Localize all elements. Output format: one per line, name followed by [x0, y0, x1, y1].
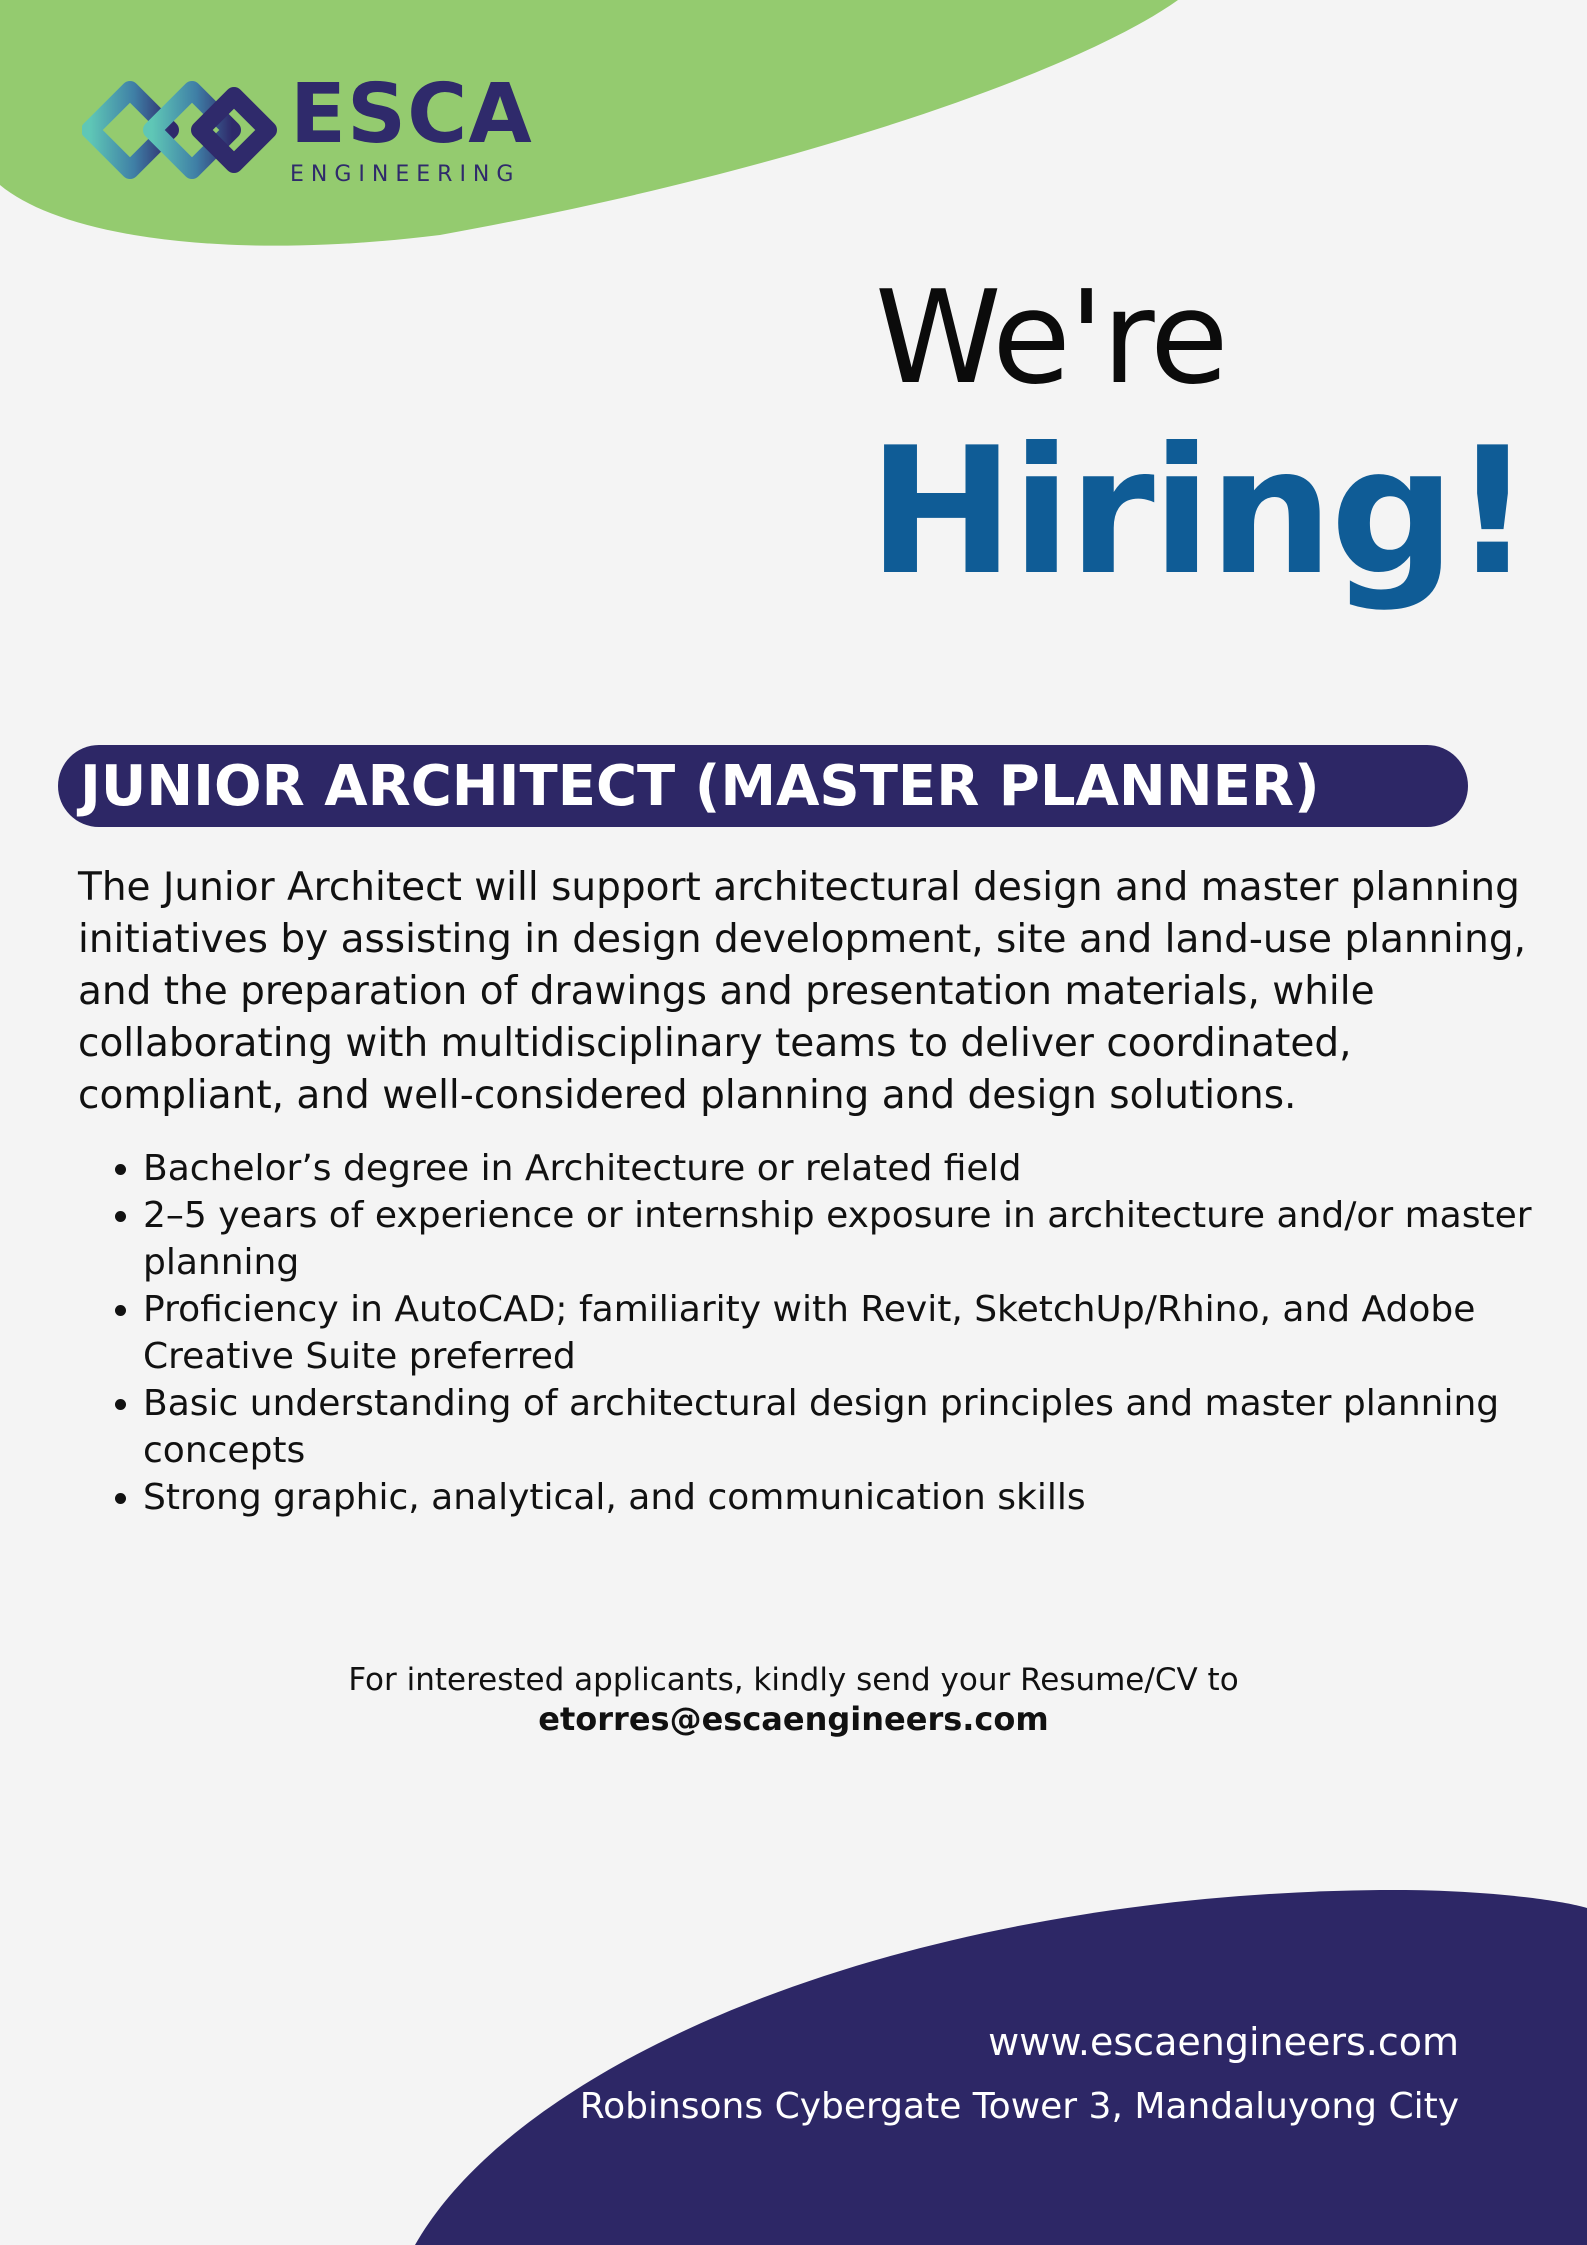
requirements-list [105, 1145, 1563, 1521]
requirement-item: • Proficiency in AutoCAD; familiarity with Revit, SketchUp/Rhino, and Adobe Creative Suite preferred [143, 1286, 1563, 1380]
navy-footer-shape [0, 1890, 1587, 2245]
esca-logo-icon [82, 72, 282, 187]
requirement-item: • 2–5 years of experience or internship exposure in architecture and/or master planning [143, 1192, 1563, 1286]
requirement-item: • Strong graphic, analytical, and communication skills [143, 1474, 1563, 1521]
company-website[interactable]: www.escaengineers.com [988, 2020, 1459, 2064]
requirement-item: • Bachelor’s degree in Architecture or related field [143, 1145, 1563, 1192]
apply-instructions: For interested applicants, kindly send your Resume/CV to [348, 1662, 1239, 1698]
headline-were: We're [875, 264, 1227, 413]
contact-email[interactable]: etorres@escaengineers.com [538, 1700, 1049, 1738]
job-description: The Junior Architect will support architectural design and master planning initiatives by assisting in design development, site and land-use planning, and the preparation of drawings and presentation materials, while collaborating with multidisciplinary teams to deliver coordinated, compliant, and well-considered planning and design solutions. [78, 865, 1526, 1118]
company-logo [82, 66, 533, 187]
logo-wordmark: ESCA [290, 66, 533, 162]
requirement-item: • Basic understanding of architectural design principles and master planning concepts [143, 1380, 1563, 1474]
company-address: Robinsons Cybergate Tower 3, Mandaluyong City [579, 2086, 1459, 2127]
headline-hiring: Hiring! [868, 411, 1530, 614]
logo-subtitle: ENGINEERING [290, 161, 521, 187]
job-title-banner [58, 745, 1468, 827]
job-title: JUNIOR ARCHITECT (MASTER PLANNER) [80, 753, 1320, 819]
